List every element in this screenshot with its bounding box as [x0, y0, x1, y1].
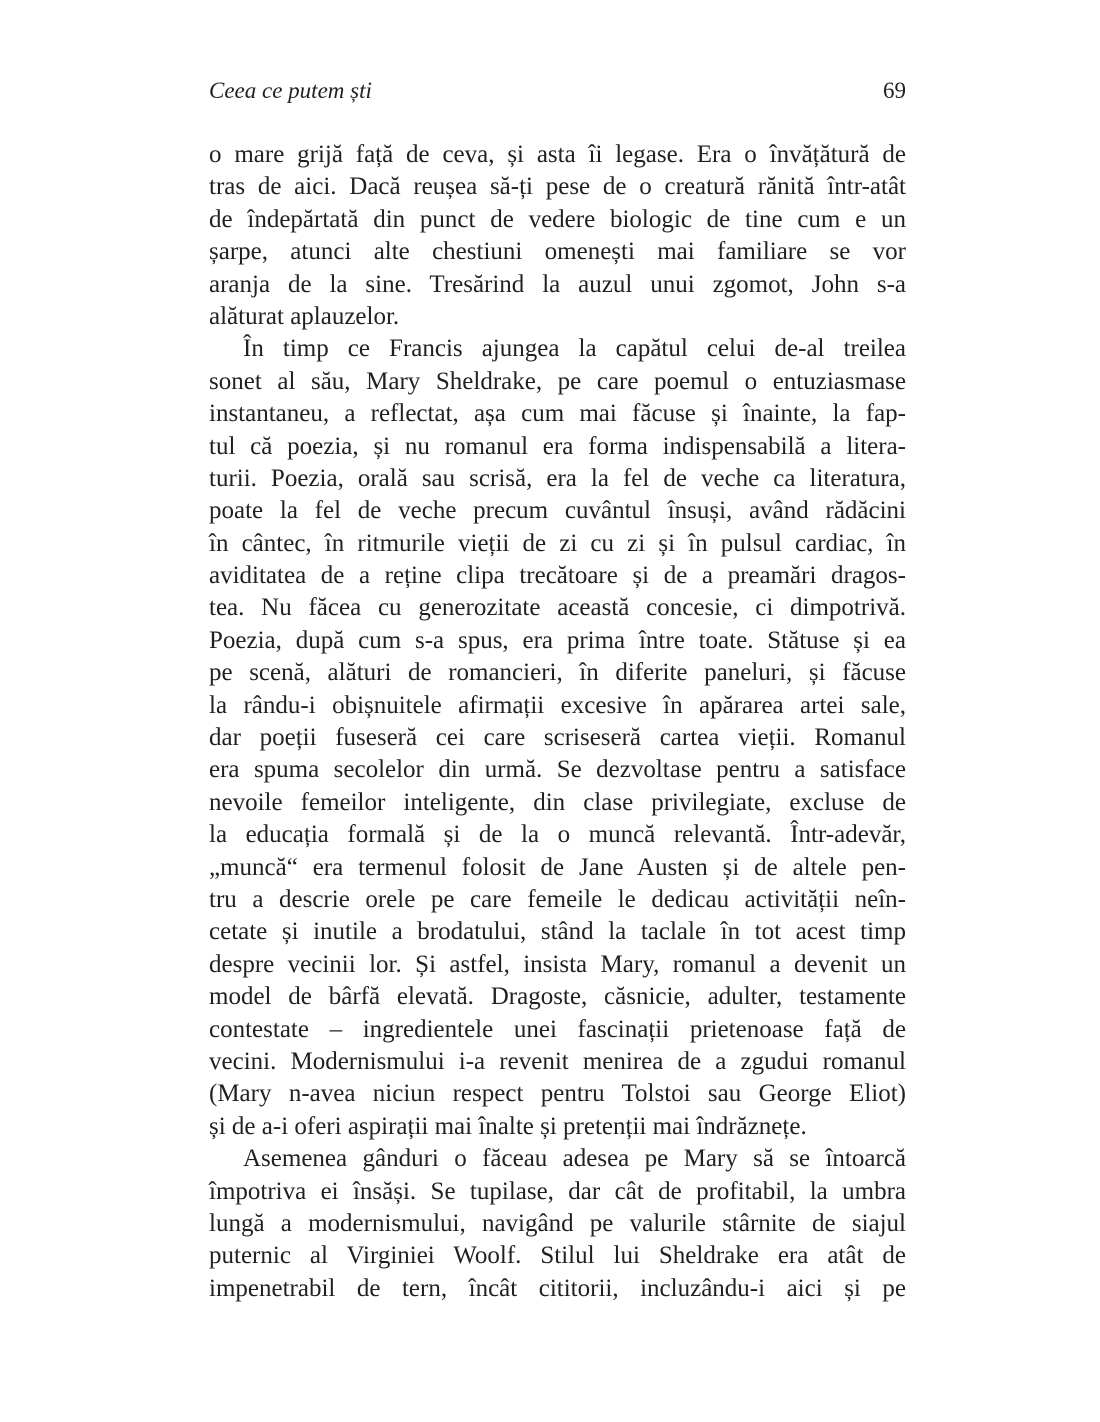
paragraph: [209, 139, 906, 333]
text-line: șarpe, atunci alte chestiuni omenești mai familiare se vor: [209, 238, 906, 266]
text-line: de îndepărtată din punct de vedere biologic de tine cum e un: [209, 205, 906, 233]
text-line: Asemenea gânduri o făceau adesea pe Mary să se întoarcă: [243, 1145, 906, 1173]
text-line: Poezia, după cum s-a spus, era prima între toate. Stătuse și ea: [209, 626, 906, 654]
text-line: tul că poezia, și nu romanul era forma indispensabilă a litera-: [209, 432, 906, 460]
paragraph: [209, 1143, 906, 1305]
text-line: turii. Poezia, orală sau scrisă, era la fel de veche ca literatura,: [209, 464, 906, 492]
text-line: tras de aici. Dacă reușea să-ți pese de o creatură rănită într-atât: [209, 173, 906, 201]
text-line: la rându-i obișnuitele afirmații excesive în apărarea artei sale,: [209, 691, 906, 719]
text-line: tru a descrie orele pe care femeile le dedicau activității neîn-: [209, 885, 906, 913]
text-line: despre vecinii lor. Și astfel, insista Mary, romanul a devenit un: [209, 950, 906, 978]
text-line: în cântec, în ritmurile vieții de zi cu zi și în pulsul cardiac, în: [209, 529, 906, 557]
text-line: poate la fel de veche precum cuvântul însuși, având rădăcini: [209, 497, 906, 525]
paragraph: [209, 333, 906, 1143]
text-line: puternic al Virginiei Woolf. Stilul lui Sheldrake era atât de: [209, 1242, 906, 1270]
text-line: cetate și inutile a brodatului, stând la taclale în tot acest timp: [209, 918, 906, 946]
text-line: la educația formală și de la o muncă relevantă. Într-adevăr,: [209, 821, 906, 849]
text-line: aviditatea de a reține clipa trecătoare și de a preamări dragos-: [209, 562, 906, 590]
text-line: pe scenă, alături de romancieri, în diferite paneluri, și făcuse: [209, 659, 906, 687]
text-line: lungă a modernismului, navigând pe valurile stârnite de siajul: [209, 1209, 906, 1237]
text-line: „muncă“ era termenul folosit de Jane Austen și de altele pen-: [209, 853, 906, 881]
text-line: tea. Nu făcea cu generozitate această concesie, ci dimpotrivă.: [209, 594, 906, 622]
text-line: sonet al său, Mary Sheldrake, pe care poemul o entuziasmase: [209, 367, 906, 395]
text-line: În timp ce Francis ajungea la capătul celui de-al treilea: [243, 335, 906, 363]
text-line: era spuma secolelor din urmă. Se dezvoltase pentru a satisface: [209, 756, 906, 784]
page-number: 69: [883, 78, 906, 103]
text-line: model de bârfă elevată. Dragoste, căsnicie, adulter, testamente: [209, 983, 906, 1011]
text-line: instantaneu, a reflectat, așa cum mai făcuse și înainte, la fap-: [209, 400, 906, 428]
text-line: contestate – ingredientele unei fascinații prietenoase față de: [209, 1015, 906, 1043]
text-line: (Mary n-avea niciun respect pentru Tolstoi sau George Eliot): [209, 1080, 906, 1108]
text-line: impenetrabil de tern, încât cititorii, incluzându-i aici și pe: [209, 1274, 906, 1302]
text-line: aranja de la sine. Tresărind la auzul unui zgomot, John s-a: [209, 270, 906, 298]
running-head: [209, 78, 906, 108]
text-line: împotriva ei însăși. Se tupilase, dar cât de profitabil, la umbra: [209, 1177, 906, 1205]
body-text: [209, 139, 906, 1305]
text-line: alăturat aplauzelor.: [209, 302, 400, 330]
running-title: Ceea ce putem ști: [209, 78, 372, 103]
text-line: și de a-i oferi aspirații mai înalte și pretenții mai îndrăznețe.: [209, 1112, 807, 1140]
text-line: o mare grijă față de ceva, și asta îi legase. Era o învățătură de: [209, 141, 906, 168]
text-line: nevoile femeilor inteligente, din clase privilegiate, excluse de: [209, 788, 906, 816]
text-line: dar poeții fuseseră cei care scriseseră cartea vieții. Romanul: [209, 724, 906, 752]
text-line: vecini. Modernismului i-a revenit menirea de a zgudui romanul: [209, 1047, 906, 1075]
